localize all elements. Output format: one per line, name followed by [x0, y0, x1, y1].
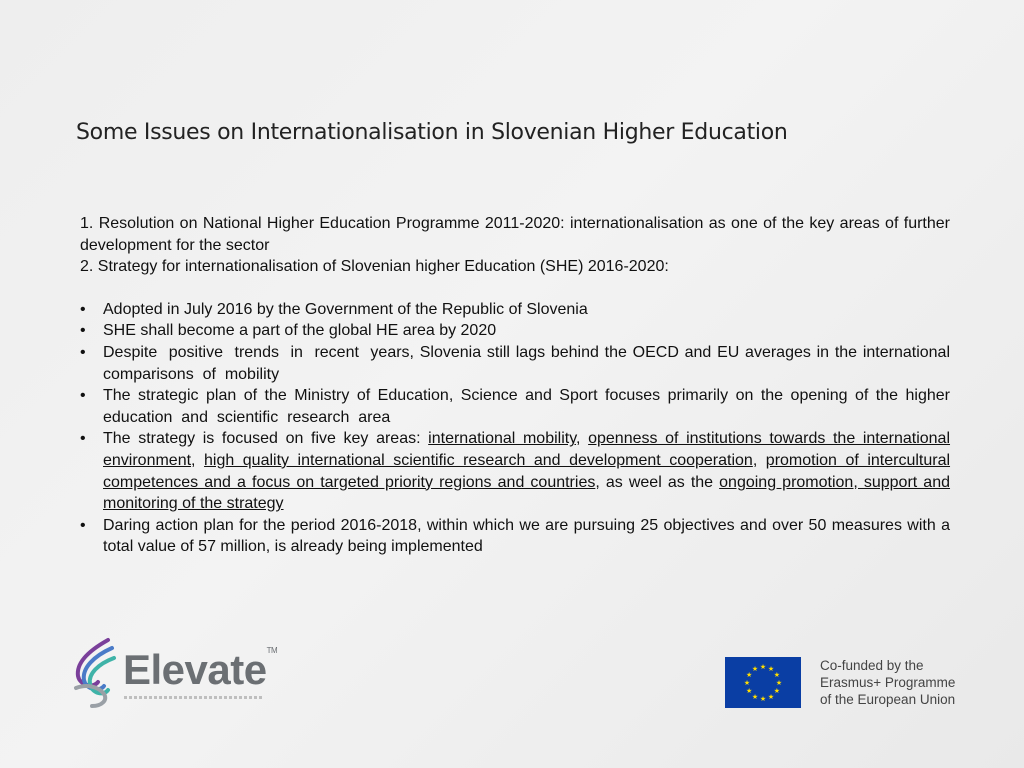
bullet-item: • Daring action plan for the period 2016-2018, within which we are pursuing 25 objectives and over 50 measures with a total value of 57 million, is already being implemented	[80, 515, 950, 558]
bullet-item: • Adopted in July 2016 by the Government of the Republic of Slovenia	[80, 299, 950, 321]
eu-star-icon: ★	[773, 688, 780, 695]
logo-wordmark	[123, 646, 277, 694]
eu-line-1: Co-funded by the	[820, 658, 924, 673]
eu-star-icon: ★	[759, 696, 767, 703]
separator: ,	[576, 430, 589, 448]
eu-flag	[725, 657, 801, 708]
key-area-openness: openness of institutions towards the international environment	[103, 430, 951, 469]
eu-star-icon: ★	[751, 666, 759, 674]
separator: ,	[752, 451, 766, 469]
spacer	[80, 278, 950, 299]
bullet-item: • SHE shall become a part of the global HE area by 2020	[80, 320, 950, 342]
eu-star-icon: ★	[746, 688, 753, 695]
separator: ,	[191, 451, 205, 469]
eu-stars-icon	[725, 657, 801, 708]
key-area-intercultural: promotion of intercultural competences and a focus on targeted priority regions and countries	[103, 451, 951, 491]
key-area-monitoring: ongoing promotion, support and monitoring of the strategy	[103, 473, 951, 513]
eu-star-icon: ★	[767, 693, 775, 701]
intro-item-2: 2. Strategy for internationalisation of Slovenian higher Education (SHE) 2016-2020:	[80, 258, 669, 276]
elevate-swirl-icon	[68, 636, 120, 710]
eu-star-icon: ★	[746, 672, 753, 679]
eu-line-2: Erasmus+ Programme	[820, 675, 956, 690]
bullet-item: • The strategic plan of the Ministry of Education, Science and Sport focuses primarily on the opening of the higher education and scientific research area	[80, 385, 950, 428]
eu-line-3: of the European Union	[820, 692, 956, 707]
eu-star-icon: ★	[775, 680, 783, 687]
logo-trademark: TM	[266, 646, 278, 655]
slide-body	[80, 213, 959, 558]
eu-star-icon: ★	[743, 680, 751, 687]
key-areas-prefix: The strategy is focused on five key areas:	[103, 430, 429, 448]
bullet-list	[80, 299, 959, 558]
intro-item-1: 1. Resolution on National Higher Education Programme 2011-2020: internationalisation as one of the key areas of further development for the sector	[80, 215, 950, 254]
eu-star-icon: ★	[767, 666, 775, 674]
logo-text: Elevate	[123, 646, 267, 693]
bullet-item-key-areas	[80, 428, 950, 514]
eu-star-icon: ★	[759, 664, 767, 671]
elevate-logo	[68, 636, 278, 710]
eu-cofunded-text	[820, 657, 990, 708]
eu-star-icon: ★	[773, 672, 780, 679]
slide-title: Some Issues on Internationalisation in Slovenian Higher Education	[76, 120, 788, 145]
eu-star-icon: ★	[751, 693, 759, 701]
logo-tagline-decoration	[124, 696, 264, 699]
key-area-mobility: international mobility	[428, 430, 577, 448]
key-area-research: high quality international scientific research and development cooperation	[204, 451, 753, 469]
bullet-item: • Despite positive trends in recent years, Slovenia still lags behind the OECD and EU averages in the international comparisons of mobility	[80, 342, 950, 385]
key-areas-mid: , as weel as the	[595, 473, 720, 491]
